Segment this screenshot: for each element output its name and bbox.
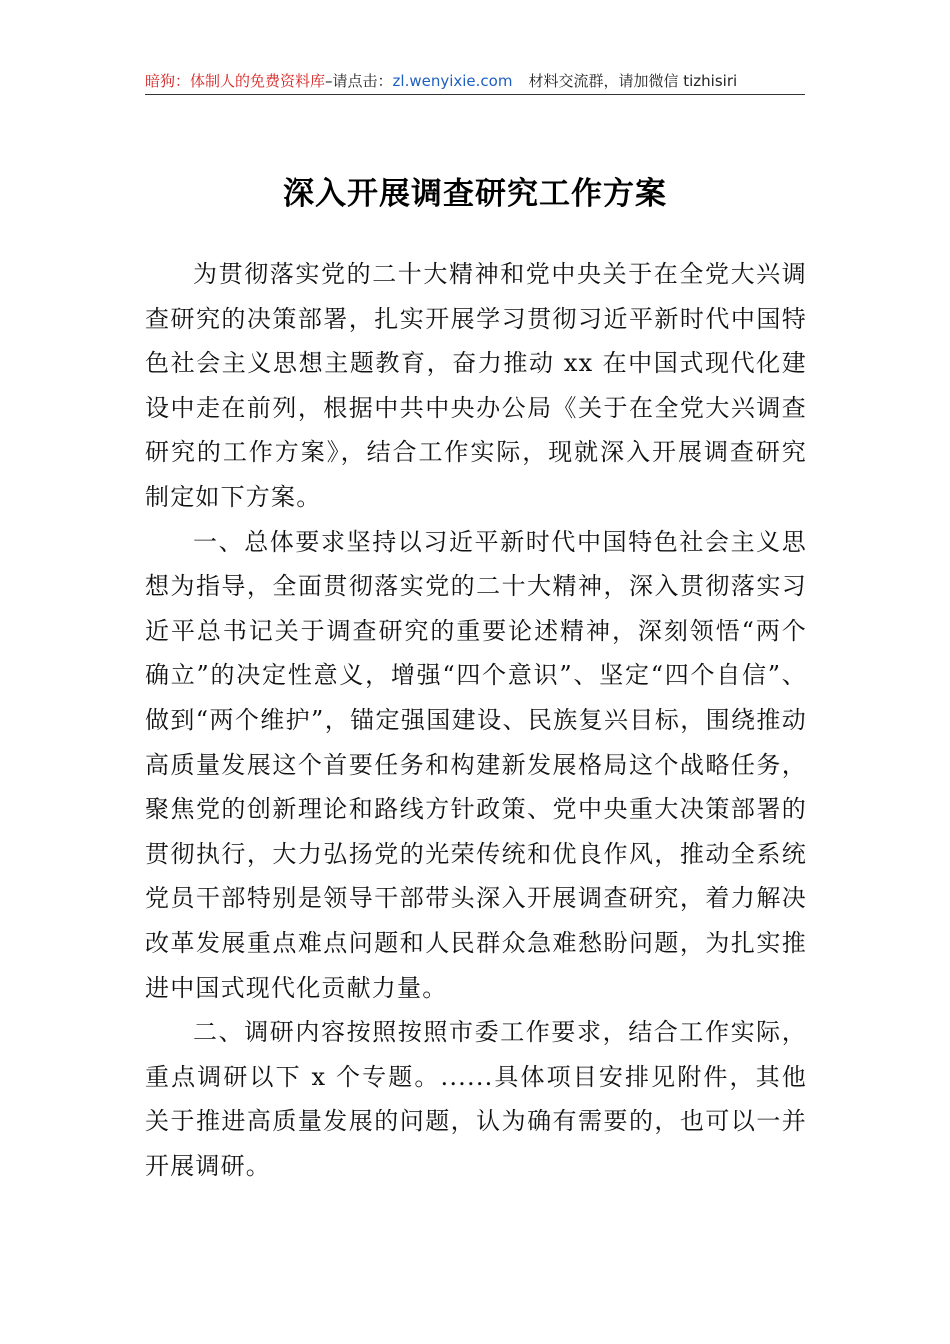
body-paragraph-general-requirements: 一、总体要求坚持以习近平新时代中国特色社会主义思想为指导，全面贯彻落实党的二十大精神，深入贯彻落实习近平总书记关于调查研究的重要论述精神，深刻领悟“两个确立”的决定性意义，增强“四个意识”、坚定“四个自信”、做到“两个维护”，锚定强国建设、民族复兴目标，围绕推动高质量发展这个首要任务和构建新发展格局这个战略任务，聚焦党的创新理论和路线方针政策、党中央重大决策部署的贯彻执行，大力弘扬党的光荣传统和优良作风，推动全系统党员干部特别是领导干部带头深入开展调查研究，着力解决改革发展重点难点问题和人民群众急难愁盼问题，为扎实推进中国式现代化贡献力量。 [145,527,807,1002]
page-header [145,70,805,92]
header-click-prompt: –请点击： [325,72,393,90]
document-body [145,252,807,1188]
header-divider [145,94,805,95]
body-paragraph-research-content: 二、调研内容按照按照市委工作要求，结合工作实际，重点调研以下 x 个专题。......具体项目安排见附件，其他关于推进高质量发展的问题，认为确有需要的，也可以一并开展调研。 [145,1018,807,1180]
body-paragraph-intro: 为贯彻落实党的二十大精神和党中央关于在全党大兴调查研究的决策部署，扎实开展学习贯彻习近平新时代中国特色社会主义思想主题教育，奋力推动 xx 在中国式现代化建设中走在前列，根据中共中央办公局《关于在全党大兴调查研究的工作方案》，结合工作实际，现就深入开展调查研究制定如下方案。 [145,260,807,511]
header-site-link[interactable]: zl.wenyixie.com [392,72,513,90]
document-title: 深入开展调查研究工作方案 [283,176,667,212]
header-site-name: 暗狗：体制人的免费资料库 [145,72,326,90]
header-wechat-note: 材料交流群，请加微信 tizhisiri [528,72,738,90]
